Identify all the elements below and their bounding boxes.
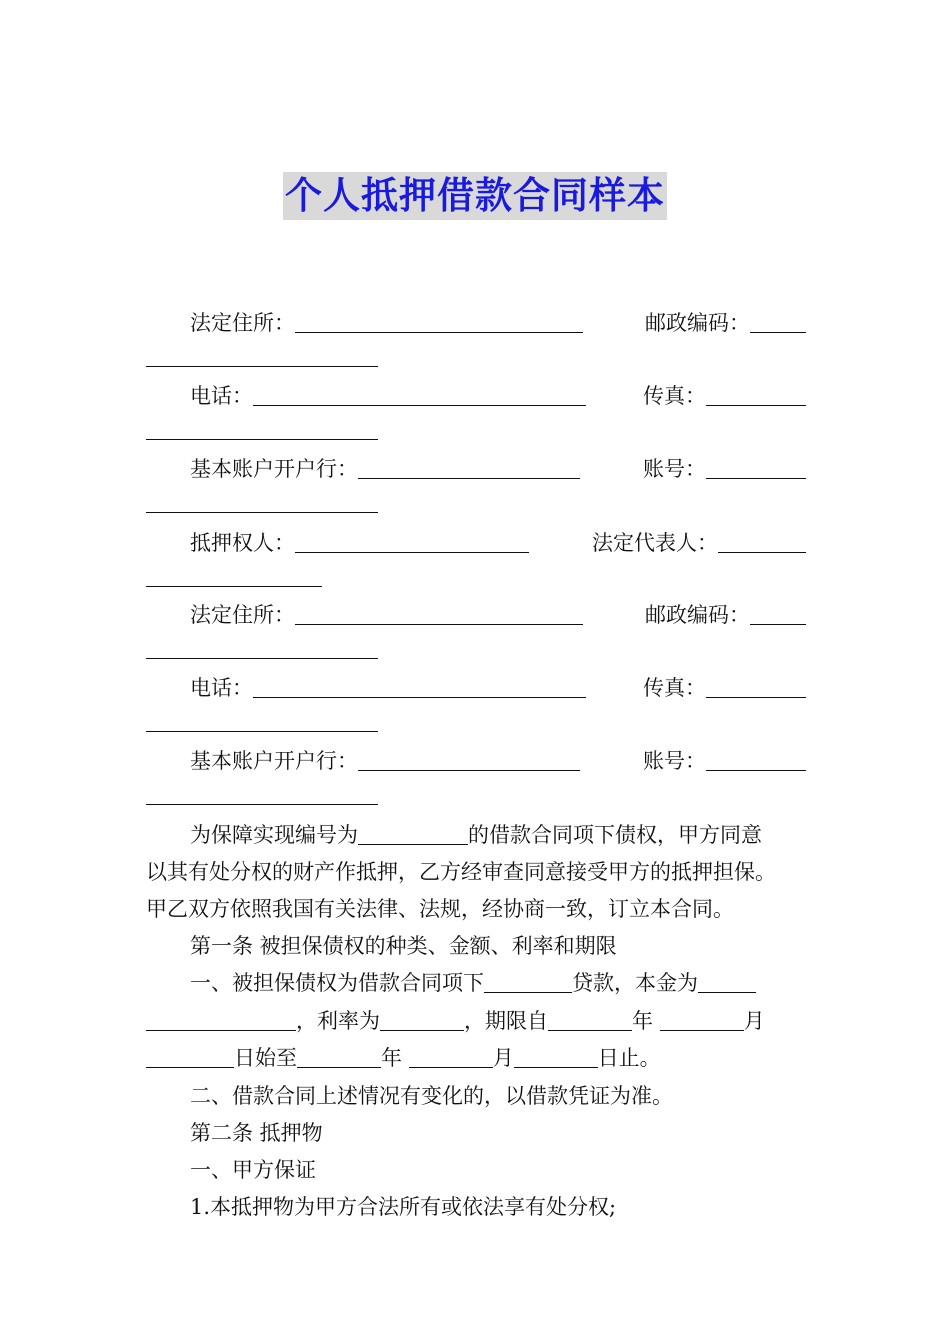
field-label: 账号： xyxy=(643,457,706,481)
blank-line xyxy=(253,383,586,406)
field-fax-2 xyxy=(643,673,806,703)
blank-line xyxy=(295,310,583,333)
text: 日止。 xyxy=(597,1046,661,1070)
field-label: 账号： xyxy=(643,749,706,773)
para-1-line-3: 甲乙双方依照我国有关法律、法规，经协商一致，订立本合同。 xyxy=(146,897,734,921)
section-1-heading: 一、甲方保证 xyxy=(190,1158,316,1182)
blank-line xyxy=(146,782,378,805)
field-address xyxy=(190,308,583,338)
field-phone xyxy=(190,381,586,411)
para-2-line-1 xyxy=(190,968,756,998)
text: 日始至 xyxy=(234,1046,297,1070)
text: 月 xyxy=(492,1046,514,1070)
blank-line xyxy=(146,1008,296,1031)
blank-line xyxy=(706,383,806,406)
blank-line xyxy=(358,822,468,845)
list-item: 1.本抵押物为甲方合法所有或依法享有处分权; xyxy=(190,1195,617,1219)
field-legal-rep xyxy=(592,528,806,558)
blank-line xyxy=(706,456,806,479)
continuation-line xyxy=(146,344,378,367)
text: ，利率为 xyxy=(296,1009,380,1033)
blank-line xyxy=(358,748,580,771)
blank-line xyxy=(146,1045,234,1068)
continuation-line xyxy=(146,709,378,732)
continuation-line xyxy=(146,636,378,659)
page-title: 个人抵押借款合同样本 xyxy=(283,172,667,220)
text: 年 xyxy=(381,1046,402,1070)
blank-line xyxy=(146,709,378,732)
field-address-2 xyxy=(190,600,583,630)
continuation-line xyxy=(146,564,322,587)
field-postcode xyxy=(645,308,806,338)
field-fax xyxy=(643,381,806,411)
blank-line xyxy=(146,344,378,367)
text: ，期限自 xyxy=(464,1009,548,1033)
para-1-line-1 xyxy=(190,820,762,850)
field-label: 邮政编码： xyxy=(645,603,750,627)
continuation-line xyxy=(146,417,378,440)
continuation-line xyxy=(146,490,378,513)
blank-line xyxy=(698,970,756,993)
field-account xyxy=(643,454,806,484)
field-label: 抵押权人： xyxy=(190,531,295,555)
blank-line xyxy=(380,1008,464,1031)
blank-line xyxy=(750,602,806,625)
text: 贷款，本金为 xyxy=(572,971,698,995)
blank-line xyxy=(146,417,378,440)
blank-line xyxy=(514,1045,598,1068)
blank-line xyxy=(750,310,806,333)
blank-line xyxy=(660,1008,744,1031)
para-2-line-2 xyxy=(146,1006,765,1036)
text: 年 xyxy=(632,1009,653,1033)
field-bank-2 xyxy=(190,746,580,776)
field-phone-2 xyxy=(190,673,586,703)
field-bank xyxy=(190,454,580,484)
field-label: 传真： xyxy=(643,676,706,700)
field-postcode-2 xyxy=(645,600,806,630)
text: 的借款合同项下债权，甲方同意 xyxy=(468,823,762,847)
article-2-heading: 第二条 抵押物 xyxy=(190,1121,323,1145)
field-account-2 xyxy=(643,746,806,776)
field-label: 法定住所： xyxy=(190,311,295,335)
field-label: 传真： xyxy=(643,384,706,408)
field-label: 法定代表人： xyxy=(592,531,718,555)
title-wrap xyxy=(0,172,950,220)
para-2-line-3 xyxy=(146,1043,661,1073)
field-label: 基本账户开户行： xyxy=(190,457,358,481)
blank-line xyxy=(718,530,806,553)
para-3: 二、借款合同上述情况有变化的，以借款凭证为准。 xyxy=(190,1084,673,1108)
blank-line xyxy=(146,636,378,659)
blank-line xyxy=(548,1008,632,1031)
blank-line xyxy=(706,748,806,771)
field-label: 法定住所： xyxy=(190,603,295,627)
field-label: 基本账户开户行： xyxy=(190,749,358,773)
blank-line xyxy=(146,564,322,587)
field-label: 电话： xyxy=(190,676,253,700)
blank-line xyxy=(297,1045,381,1068)
blank-line xyxy=(358,456,580,479)
article-1-heading: 第一条 被担保债权的种类、金额、利率和期限 xyxy=(190,934,617,958)
field-mortgagee xyxy=(190,528,529,558)
text: 为保障实现编号为 xyxy=(190,823,358,847)
blank-line xyxy=(253,675,586,698)
field-label: 邮政编码： xyxy=(645,311,750,335)
field-label: 电话： xyxy=(190,384,253,408)
blank-line xyxy=(295,602,583,625)
blank-line xyxy=(295,530,529,553)
blank-line xyxy=(484,970,572,993)
blank-line xyxy=(146,490,378,513)
text: 月 xyxy=(743,1009,765,1033)
text: 一、被担保债权为借款合同项下 xyxy=(190,971,484,995)
blank-line xyxy=(706,675,806,698)
blank-line xyxy=(409,1045,493,1068)
continuation-line xyxy=(146,782,378,805)
para-1-line-2: 以其有处分权的财产作抵押，乙方经审查同意接受甲方的抵押担保。 xyxy=(146,860,776,884)
